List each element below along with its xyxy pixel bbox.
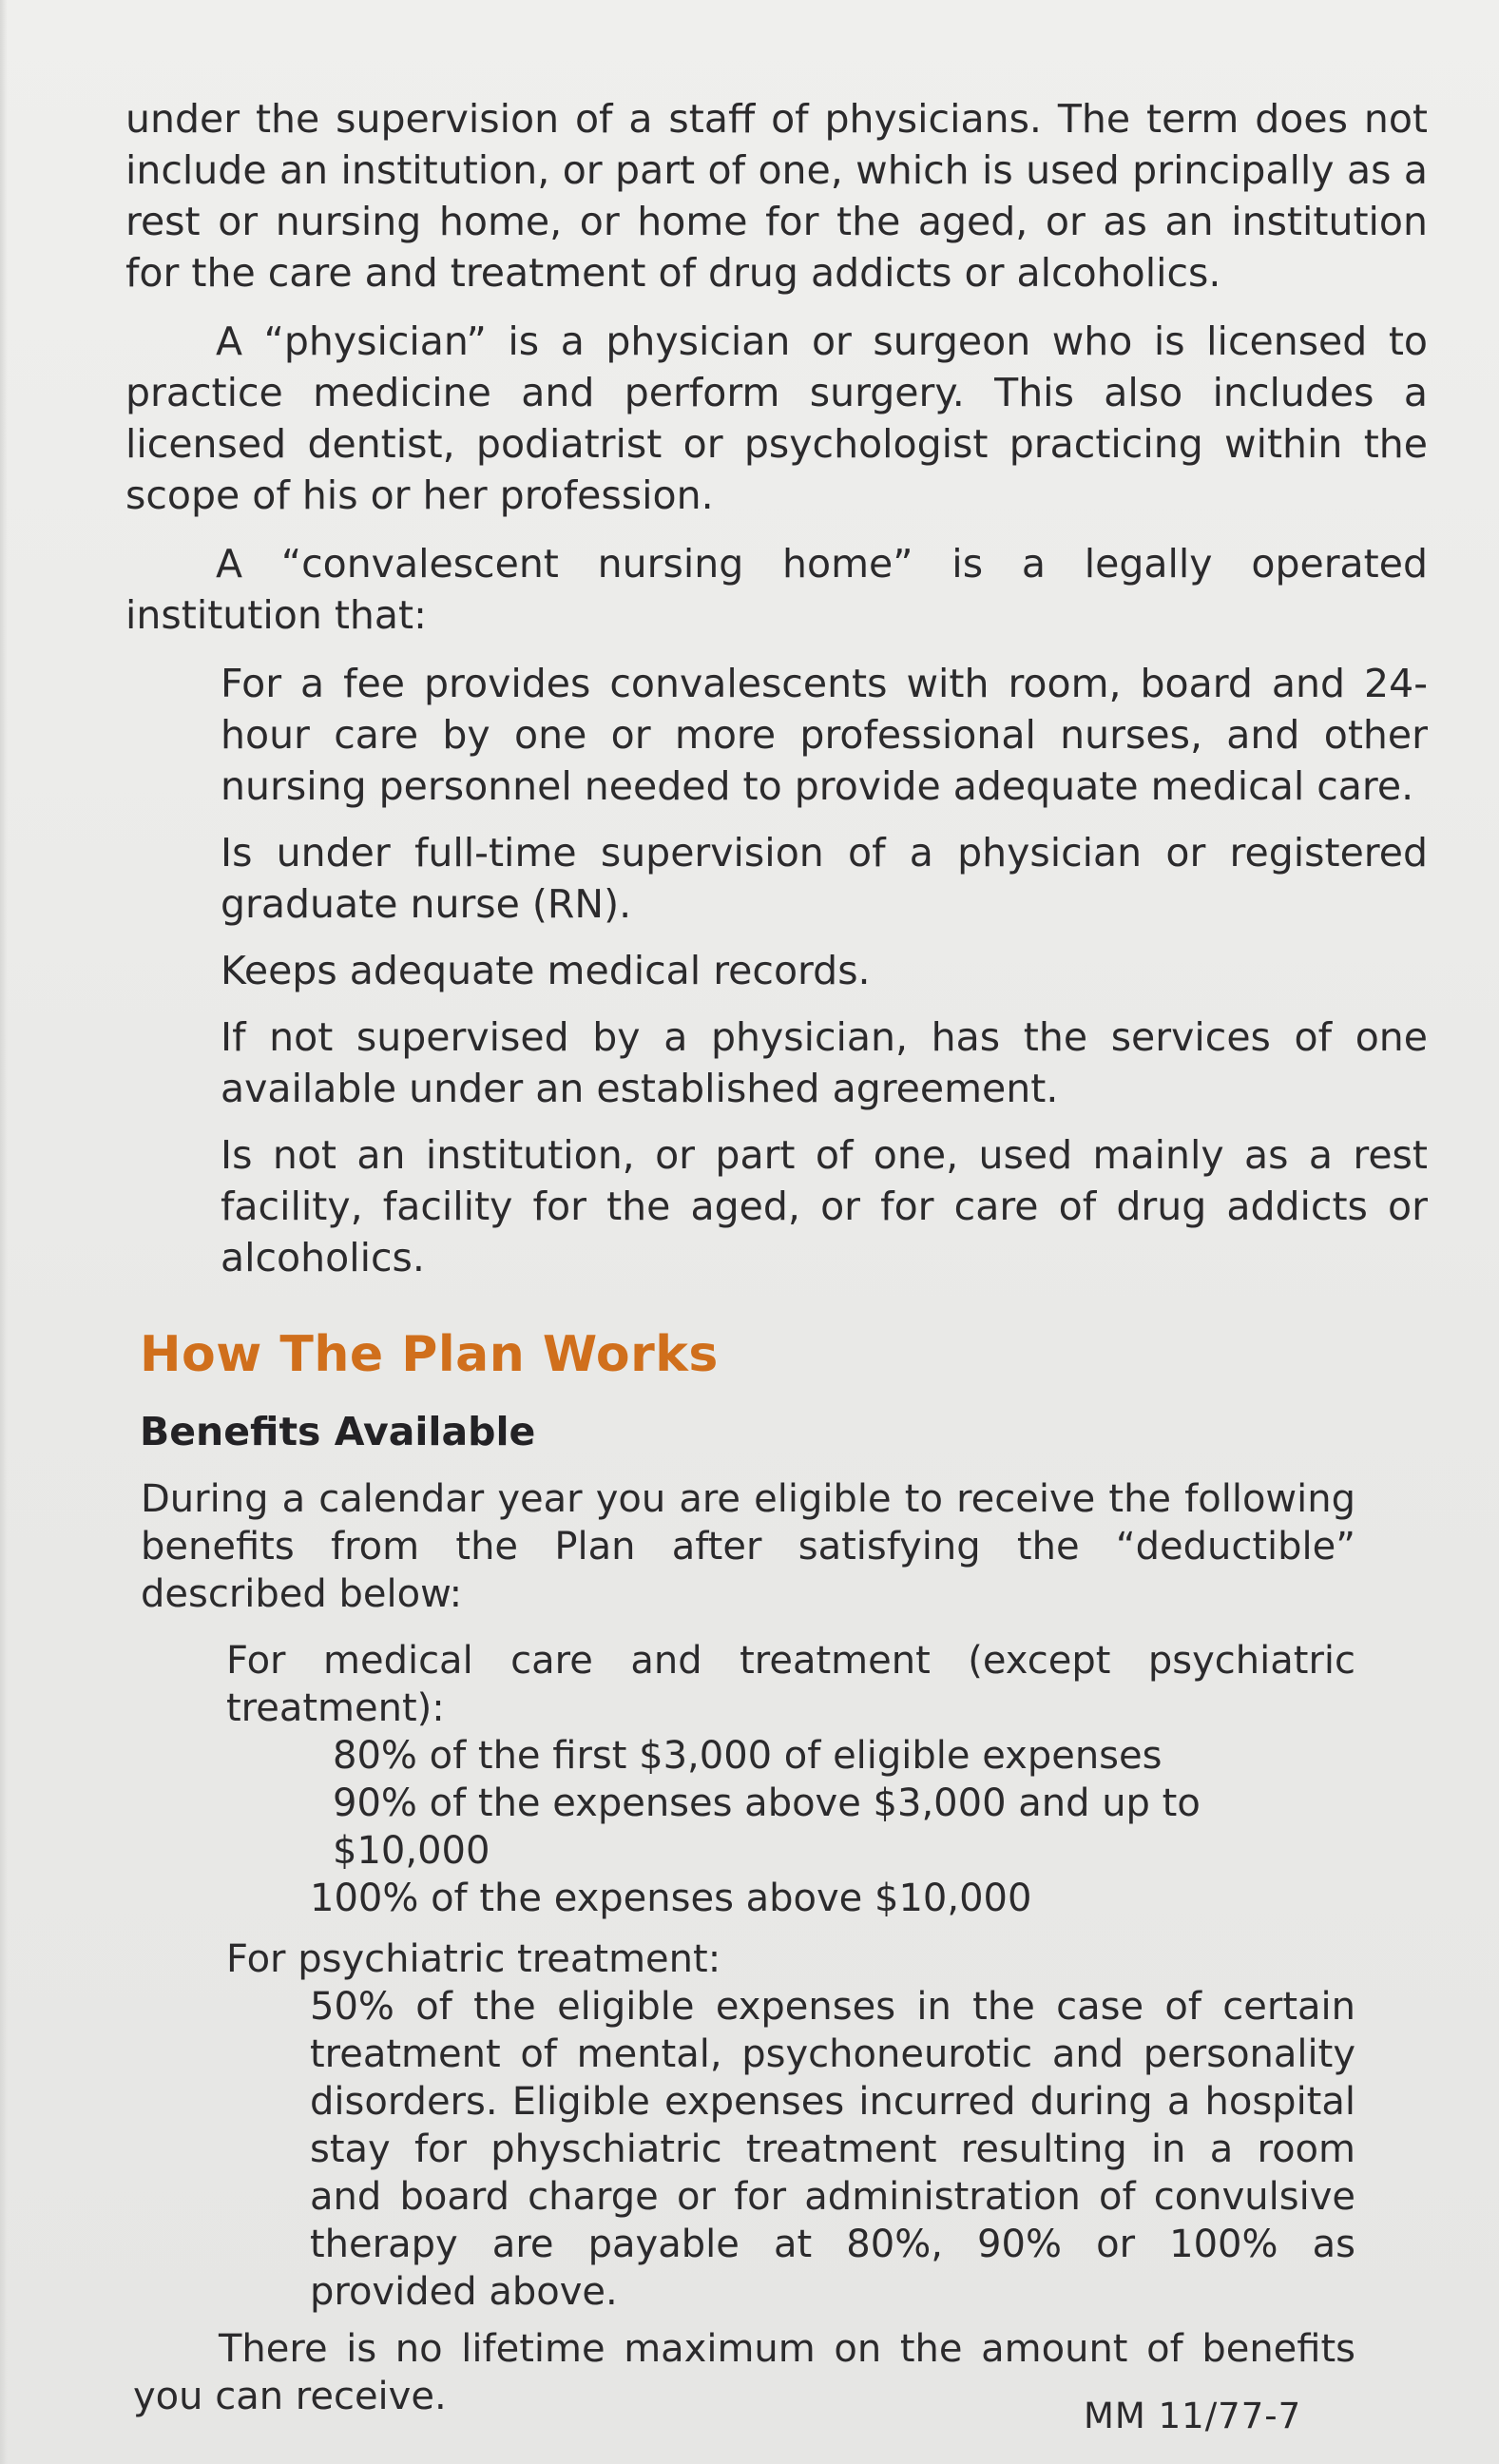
criteria-item: If not supervised by a physician, has the services of one available under an established agreement.: [221, 1014, 1428, 1111]
medical-rate-item: 80% of the first $3,000 of eligible expenses: [333, 1734, 1163, 1778]
medical-care-label: For medical care and treatment (except psychiatric treatment):: [226, 1639, 1355, 1730]
page-edge-shadow: [0, 0, 8, 2464]
medical-rate-item: 100% of the expenses above $10,000: [310, 1877, 1032, 1920]
criteria-item: Is under full-time supervision of a physician or registered graduate nurse (RN).: [221, 830, 1428, 927]
lifetime-maximum-note: There is no lifetime maximum on the amount of benefits you can receive.: [133, 2327, 1355, 2418]
criteria-item: Is not an institution, or part of one, used mainly as a rest facility, facility for the aged, or for care of drug addicts or alcoholics.: [221, 1132, 1428, 1280]
definitions-section: [125, 93, 1428, 1299]
nursing-home-definition: A “convalescent nursing home” is a legally operated institution that:: [125, 541, 1428, 638]
criteria-item: For a fee provides convalescents with room, board and 24-hour care by one or more professional nurses, and other nursing personnel needed to provide adequate medical care.: [221, 661, 1428, 809]
physician-definition: A “physician” is a physician or surgeon who is licensed to practice medicine and perform surgery. This also includes a licensed dentist, podiatrist or psychologist practicing within the scope of his or her profession.: [125, 318, 1428, 518]
form-code: MM 11/77-7: [1084, 2396, 1302, 2436]
section-heading: How The Plan Works: [140, 1326, 719, 1383]
benefits-section: [133, 1475, 1355, 2420]
psychiatric-label: For psychiatric treatment:: [226, 1937, 721, 1981]
hospital-definition-continued: under the supervision of a staff of physicians. The term does not include an institution, or part of one, which is used principally as a rest or nursing home, or home for the aged, or as an institution for the care and treatment of drug addicts or alcoholics.: [125, 96, 1428, 296]
subsection-heading: Benefits Available: [140, 1409, 536, 1454]
medical-rate-item: 90% of the expenses above $3,000 and up to $10,000: [333, 1781, 1201, 1873]
criteria-item: Keeps adequate medical records.: [221, 948, 871, 993]
benefits-intro: During a calendar year you are eligible to receive the following benefits from the Plan after satisfying the “deductible” described below:: [141, 1477, 1355, 1616]
psychiatric-details: 50% of the eligible expenses in the case of certain treatment of mental, psychoneurotic and personality disorders. Eligible expenses incurred during a hospital stay for physchiatric treatment resulting in a room and board charge or for administration of convulsive therapy are payable at 80%, 90% or 100% as provided above.: [310, 1985, 1355, 2314]
